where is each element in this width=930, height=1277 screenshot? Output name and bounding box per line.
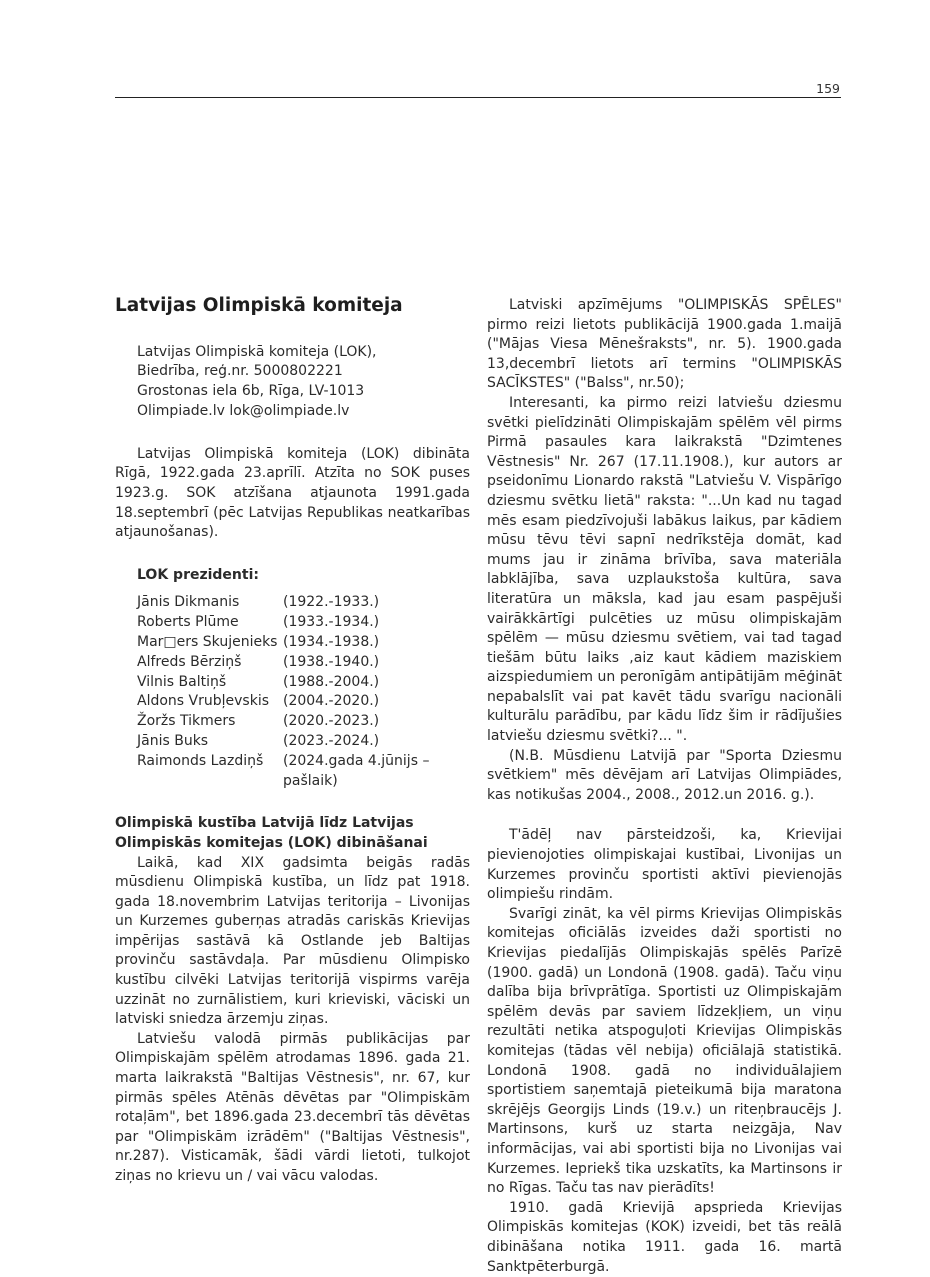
president-years: (1933.-1934.)	[283, 614, 380, 631]
president-years: (2020.-2023.)	[283, 713, 380, 730]
body-paragraph: Laikā, kad XIX gadsimta beigās radās mūsdienu Olimpiskā kustība, un līdz pat 1918. gada 18.novembrim Latvijas teritorija – Livonijas un Kurzemes guberņas atradās cariskās Krievijas impērijas sastāvā kā Ostlande jeb Baltijas provinču sastāvdaļa. Par mūsdienu Olimpisko kustību cilvēki Latvijas teritorijā vispirms varēja uzzināt no zurnālistiem, kuri krieviski, vāciski un latviski sniedza ārzemju ziņas.	[115, 854, 470, 1028]
president-name: Raimonds Lazdiņš	[137, 752, 264, 769]
body-paragraph: Latviešu valodā pirmās publikācijas par Olimpiskajām spēlēm atrodamas 1896. gada 21. marta laikrakstā "Baltijas Vēstnesis", nr. 67, kur pirmās spēles Atēnās dēvētas par "Olimpiskām rotaļām", bet 1896.gada 23.decembrī tās dēvētas par "Olimpiskām izrādēm" ("Baltijas Vēstnesis", nr.287). Visticamāk, šādi vārdi lietoti, tulkojot ziņas no krievu un / vai vācu valodas.	[115, 1030, 470, 1184]
president-years: (1938.-1940.)	[283, 653, 380, 670]
presidents-heading: LOK prezidenti:	[137, 566, 259, 583]
president-name: Jānis Buks	[137, 732, 209, 749]
president-years: (1988.-2004.)	[283, 673, 380, 690]
president-row	[137, 692, 433, 712]
president-name: Roberts Plūme	[137, 614, 239, 631]
president-name: Mar□ers Skujenieks	[137, 633, 278, 650]
address-line: Biedrība, reģ.nr. 5000802221	[137, 363, 343, 380]
president-years: (2024.gada 4.jūnijs – pašlaik)	[283, 752, 430, 789]
president-name: Alfreds Bērziņš	[137, 653, 242, 670]
president-row	[137, 613, 433, 633]
body-paragraph: (N.B. Mūsdienu Latvijā par "Sporta Dziesmu svētkiem" mēs dēvējam arī Latvijas Olimpiādes, kas notikušas 2004., 2008., 2012.un 2016. g.).	[487, 747, 842, 803]
presidents-list	[137, 593, 433, 791]
president-name: Aldons Vrubļevskis	[137, 693, 270, 710]
body-paragraph: Latviski apzīmējums "OLIMPISKĀS SPĒLES" pirmo reizi lietots publikācijā 1900.gada 1.maijā ("Mājas Viesa Mēnešraksts", nr. 5). 1900.gada 13,decembrī lietots arī termins "OLIMPISKĀS SACĪKSTES" ("Balss", nr.50);	[487, 297, 842, 392]
section-title: Latvijas Olimpiskā komiteja	[115, 295, 403, 316]
president-row	[137, 752, 433, 792]
body-paragraph: 1910. gadā Krievijā apsprieda Krievijas Olimpiskās komitejas (KOK) izveidi, bet tās reālā dibināšana notika 1911. gada 16. martā Sanktpēterburgā.	[487, 1199, 842, 1275]
right-column	[487, 296, 842, 1277]
president-row	[137, 673, 433, 693]
left-column	[115, 296, 470, 1187]
page-number: 159	[816, 81, 840, 96]
president-years: (1934.-1938.)	[283, 633, 380, 650]
body-paragraph: Interesanti, ka pirmo reizi latviešu dziesmu svētki pielīdzināti Olimpiskajām spēlēm vēl pirms Pirmā pasaules kara laikrakstā "Dzimtenes Vēstnesis" Nr. 267 (17.11.1908.), kur autors ar pseidonīmu Lionardo rakstā "Latviešu V. Vispārīgo dziesmu svētku lietā" raksta: "...Un kad nu tagad mēs esam piedzīvojuši labākus laikus, par kādiem mūsu tēvu tēvi sapnī nedrīkstēja domāt, kad mums jau ir zināma brīvība, sava materiāla labklājība, sava uzplaukstoša kultūra, sava literatūra un māksla, kad jau esam paspējuši vairākkārtīgi pulcēties uz mūsu olimpiskajām spēlēm — mūsu dziesmu svētiem, vai tad tagad tiešām būtu laiks ,aiz kaut kādiem maziskiem aizspiedumiem un peronīgām antipātijām mēģināt nepabalslīt vai pat kavēt tādu svarīgu nacionāli kulturālu parādību, par kādu līdz šim ir rādījušies latviešu dziesmu svētki?... ".	[487, 394, 842, 745]
president-row	[137, 653, 433, 673]
header-rule	[115, 97, 841, 98]
president-years: (2023.-2024.)	[283, 732, 380, 749]
president-name: Jānis Dikmanis	[137, 594, 240, 611]
body-paragraph: Svarīgi zināt, ka vēl pirms Krievijas Olimpiskās komitejas oficiālās izveides daži sportisti no Krievijas piedalījās Olimpiskajās spēlēs Parīzē (1900. gadā) un Londonā (1908. gadā). Taču viņu dalība bija brīvprātīga. Sportisti uz Olimpiskajām spēlēm devās par saviem līdzekļiem, un viņu rezultāti netika atspoguļoti Krievijas Olimpiskās komitejas (tādas vēl nebija) oficiālajā statistikā. Londonā 1908. gadā no individuālajiem sportistiem saņemtajā pieteikumā bija maratona skrējējs Georgijs Linds (19.v.) un riteņbraucējs J. Martinsons, kurš uz starta neizgāja, Nav informācijas, vai abi sportisti bija no Livonijas vai Kurzemes. Iepriekš tika uzskatīts, ka Martinsons ir no Rīgas. Taču tas nav pierādīts!	[487, 905, 842, 1197]
president-years: (1922.-1933.)	[283, 594, 380, 611]
intro-paragraph: Latvijas Olimpiskā komiteja (LOK) dibināta Rīgā, 1922.gada 23.aprīlī. Atzīta no SOK puses 1923.g. SOK atzīšana atjaunota 1991.gada 18.septembrī (pēc Latvijas Republikas neatkarības atjaunošanas).	[115, 445, 470, 541]
president-row	[137, 593, 433, 613]
president-name: Vilnis Baltiņš	[137, 673, 227, 690]
address-line: Olimpiade.lv lok@olimpiade.lv	[137, 402, 350, 419]
president-row	[137, 633, 433, 653]
body-paragraph: T'ādēļ nav pārsteidzoši, ka, Krievijai pievienojoties olimpiskajai kustībai, Livonijas un Kurzemes provinču sportisti aktīvi pievienojās olimpiešu rindām.	[487, 827, 842, 903]
address-line: Latvijas Olimpiskā komiteja (LOK),	[137, 343, 377, 360]
president-row	[137, 732, 433, 752]
president-row	[137, 712, 433, 732]
president-years: (2004.-2020.)	[283, 693, 380, 710]
address-block	[137, 343, 470, 422]
paragraph-gap	[487, 805, 842, 826]
president-name: Žoržs Tikmers	[137, 713, 236, 730]
subsection-title: Olimpiskā kustība Latvijā līdz Latvijas Olimpiskās komitejas (LOK) dibināšanai	[115, 815, 428, 851]
address-line: Grostonas iela 6b, Rīga, LV-1013	[137, 383, 365, 400]
